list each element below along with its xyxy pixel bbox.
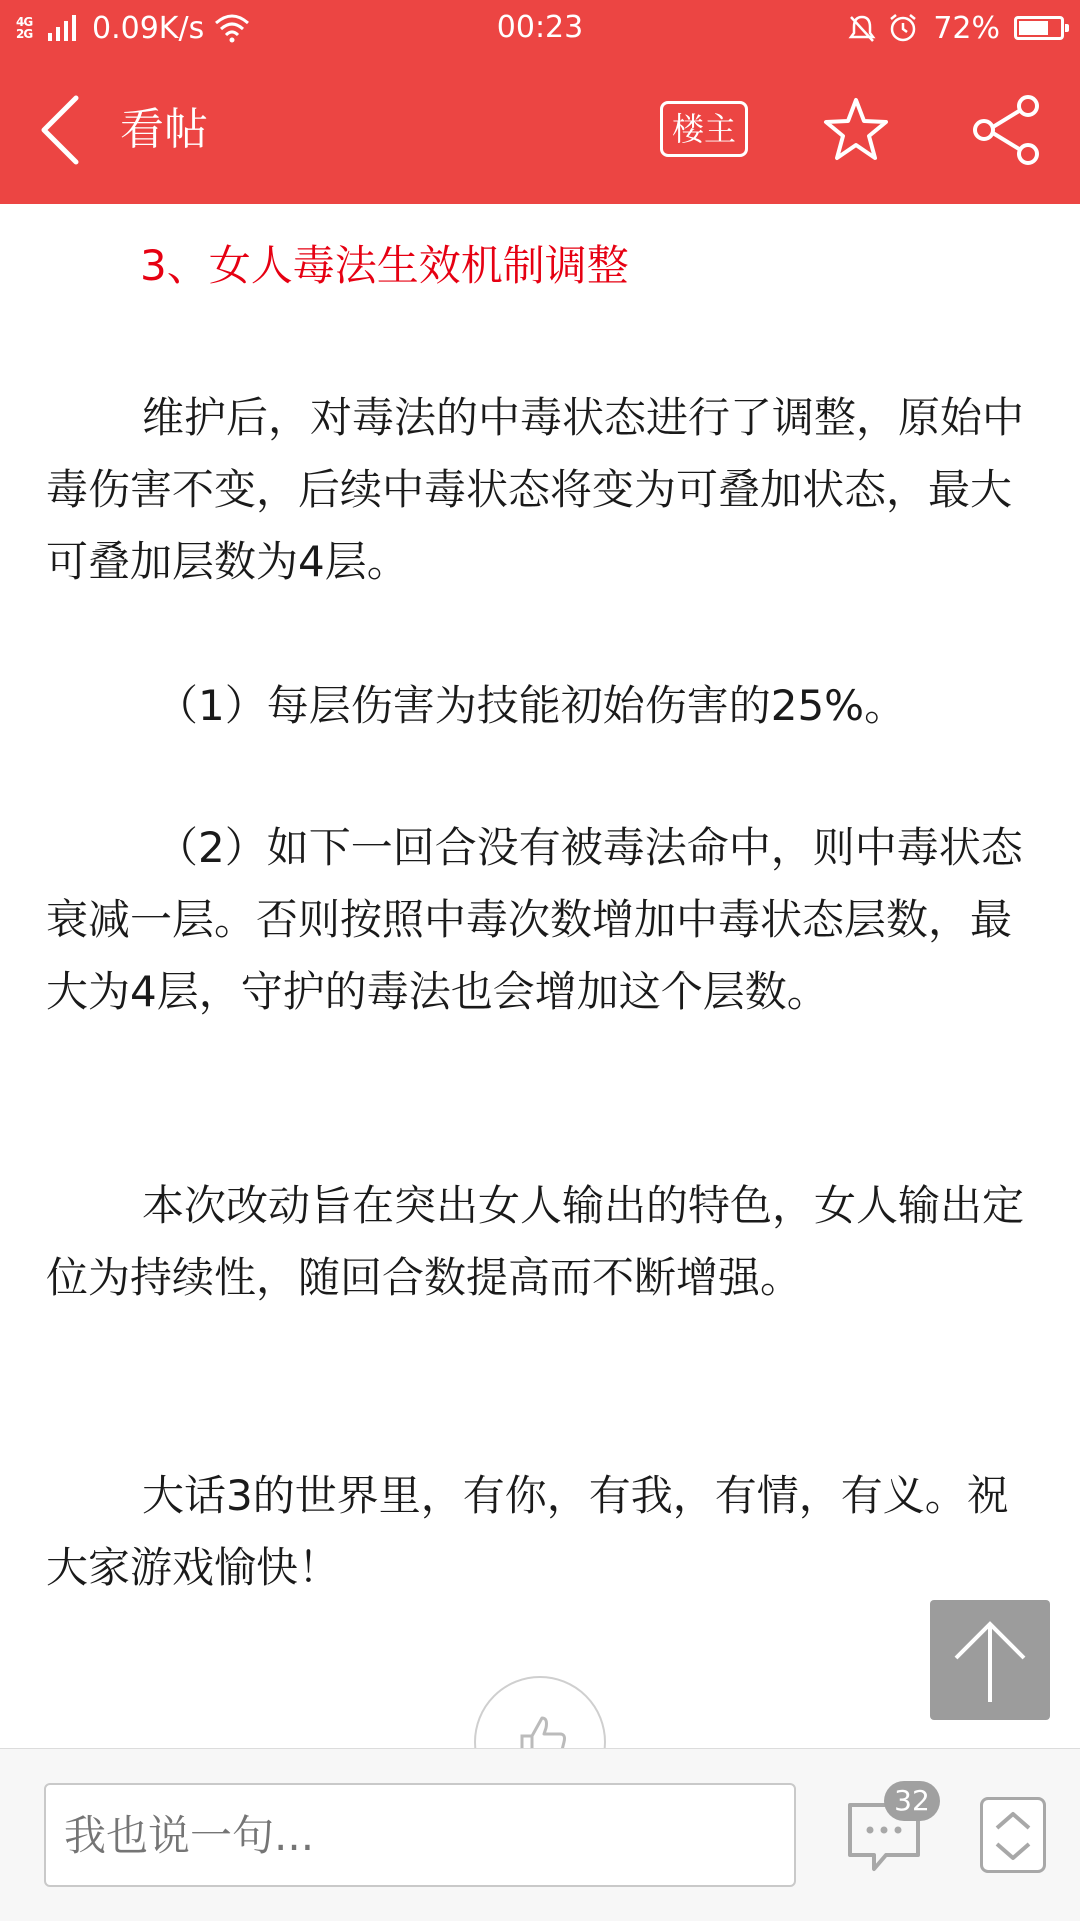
comments-count-badge: 32: [884, 1781, 940, 1821]
page-nav-button[interactable]: [980, 1797, 1046, 1873]
scroll-top-button[interactable]: [930, 1600, 1050, 1720]
title-bar: [0, 56, 1080, 204]
battery-percent: 72%: [933, 10, 1000, 46]
star-icon[interactable]: [822, 96, 890, 164]
post-paragraph: （1）每层伤害为技能初始伤害的25%。: [156, 681, 907, 730]
page-title: 看帖: [120, 104, 208, 155]
network-speed: 0.09K/s: [92, 10, 205, 46]
post-paragraph: 维护后，对毒法的中毒状态进行了调整，原始中毒伤害不变，后续中毒状态将变为可叠加状态，最大可叠加层数为4层。: [46, 393, 1025, 586]
post-heading: 3、女人毒法生效机制调整: [140, 241, 629, 290]
status-bar: [0, 0, 1080, 56]
post-paragraph: 本次改动旨在突出女人输出的特色，女人输出定位为持续性，随回合数提高而不断增强。: [46, 1181, 1025, 1302]
bottom-bar: [0, 1748, 1080, 1921]
alarm-icon: [887, 12, 919, 44]
post-content: [0, 204, 1080, 1748]
arrow-up-icon: [952, 1618, 1028, 1702]
battery-icon: [1014, 16, 1064, 40]
post-paragraph: （2）如下一回合没有被毒法命中，则中毒状态衰减一层。否则按照中毒次数增加中毒状态层数，最大为4层，守护的毒法也会增加这个层数。: [46, 823, 1023, 1016]
post-paragraph: 大话3的世界里，有你，有我，有情，有义。祝大家游戏愉快！: [46, 1471, 1009, 1592]
mute-bell-icon: [847, 13, 877, 43]
only-op-button[interactable]: 楼主: [660, 101, 748, 157]
chevron-left-icon[interactable]: [36, 92, 96, 168]
share-icon[interactable]: [970, 94, 1042, 166]
comment-input[interactable]: [44, 1783, 796, 1887]
network-type: 4G 2G: [16, 15, 33, 41]
clock: 00:23: [496, 10, 584, 45]
chevron-up-down-icon: [993, 1806, 1033, 1866]
status-right: [847, 0, 1064, 56]
